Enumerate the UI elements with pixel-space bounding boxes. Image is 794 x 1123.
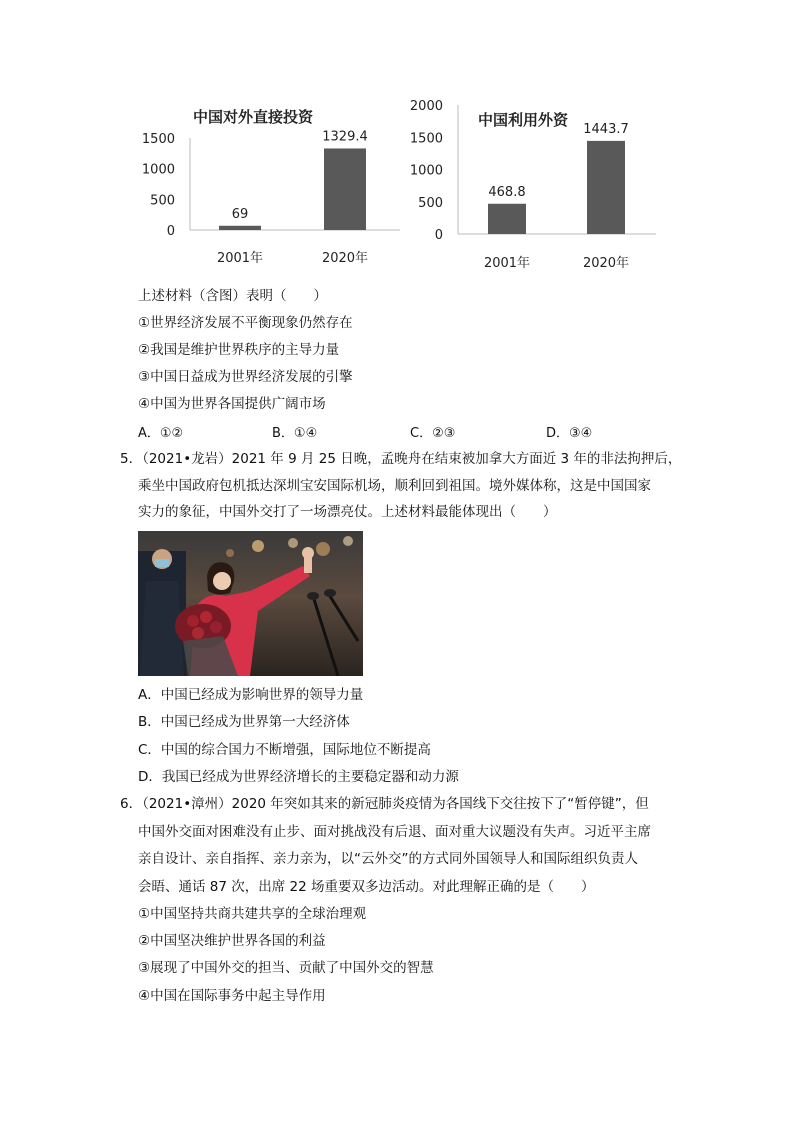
q4-option-d[interactable]: D．③④ [546,426,593,441]
q5-option-d[interactable]: D．我国已经成为世界经济增长的主要稳定器和动力源 [138,769,459,785]
q5-photo [138,531,363,676]
q4-option-c[interactable]: C．②③ [410,426,456,441]
q4-item-2: ②我国是维护世界秩序的主导力量 [138,342,340,358]
q6-item-4: ④中国在国际事务中起主导作用 [138,988,326,1004]
x-tick-label: 2001年 [483,256,531,271]
data-label: 1329.4 [322,129,368,145]
q5-line-1: 5．（2021•龙岩）2021 年 9 月 25 日晚，孟晚舟在结束被加拿大方面近 3 年的非法拘押后， [120,451,682,467]
q4-item-4: ④中国为世界各国提供广阔市场 [138,396,326,412]
q5-option-c[interactable]: C．中国的综合国力不断增强，国际地位不断提高 [138,742,431,758]
y-tick-label: 1500 [409,131,443,147]
bar-chart-foreign-capital [408,92,663,277]
q6-item-2: ②中国坚决维护世界各国的利益 [138,933,326,949]
q4-item-1: ①世界经济发展不平衡现象仍然存在 [138,315,353,331]
data-label: 1443.7 [583,121,629,137]
x-tick-label: 2020年 [582,256,630,271]
data-label: 69 [231,206,249,222]
y-tick-label: 2000 [409,99,443,114]
bar [587,141,625,234]
bar-chart-outward-investment [135,100,410,275]
q5-line-2: 乘坐中国政府包机抵达深圳宝安国际机场，顺利回到祖国。境外媒体称，这是中国国家 [138,478,651,494]
bar [219,226,261,230]
y-tick-label: 0 [166,224,175,239]
q6-line-1: 6．（2021•漳州）2020 年突如其来的新冠肺炎疫情为各国线下交往按下了“暂停键”，但 [120,796,649,812]
q5-line-3: 实力的象征，中国外交打了一场漂亮仗。上述材料最能体现出（ ） [138,504,557,520]
q6-item-1: ①中国坚持共商共建共享的全球治理观 [138,906,367,922]
y-tick-label: 500 [418,195,443,211]
q5-option-b[interactable]: B．中国已经成为世界第一大经济体 [138,714,350,730]
x-tick-label: 2001年 [216,251,264,266]
y-tick-label: 1500 [141,132,175,147]
q6-line-3: 亲自设计、亲自指挥、亲力亲为，以“云外交”的方式同外国领导人和国际组织负责人 [138,851,638,867]
data-label: 468.8 [488,184,526,200]
bar [324,148,366,230]
photo-woman-waving [138,531,363,676]
q5-option-a[interactable]: A．中国已经成为影响世界的领导力量 [138,687,364,703]
y-tick-label: 500 [150,193,175,209]
q6-line-4: 会晤、通话 87 次，出席 22 场重要双多边活动。对此理解正确的是（ ） [138,879,595,895]
y-tick-label: 1000 [409,163,443,179]
chart-title: 中国对外直接投资 [192,108,314,126]
q6-line-2: 中国外交面对困难没有止步、面对挑战没有后退、面对重大议题没有失声。习近平主席 [138,824,651,840]
q4-stem: 上述材料（含图）表明（ ） [138,288,327,304]
x-tick-label: 2020年 [321,251,369,266]
chart-outward-investment [135,100,410,275]
y-tick-label: 1000 [141,162,175,178]
q4-option-a[interactable]: A．①② [138,426,184,441]
q4-option-b[interactable]: B．①④ [272,426,318,441]
chart-foreign-capital [408,92,663,277]
q6-item-3: ③展现了中国外交的担当、贡献了中国外交的智慧 [138,960,434,976]
chart-title: 中国利用外资 [478,111,569,129]
y-tick-label: 0 [434,228,443,243]
q4-item-3: ③中国日益成为世界经济发展的引擎 [138,369,353,385]
bar [488,204,526,234]
